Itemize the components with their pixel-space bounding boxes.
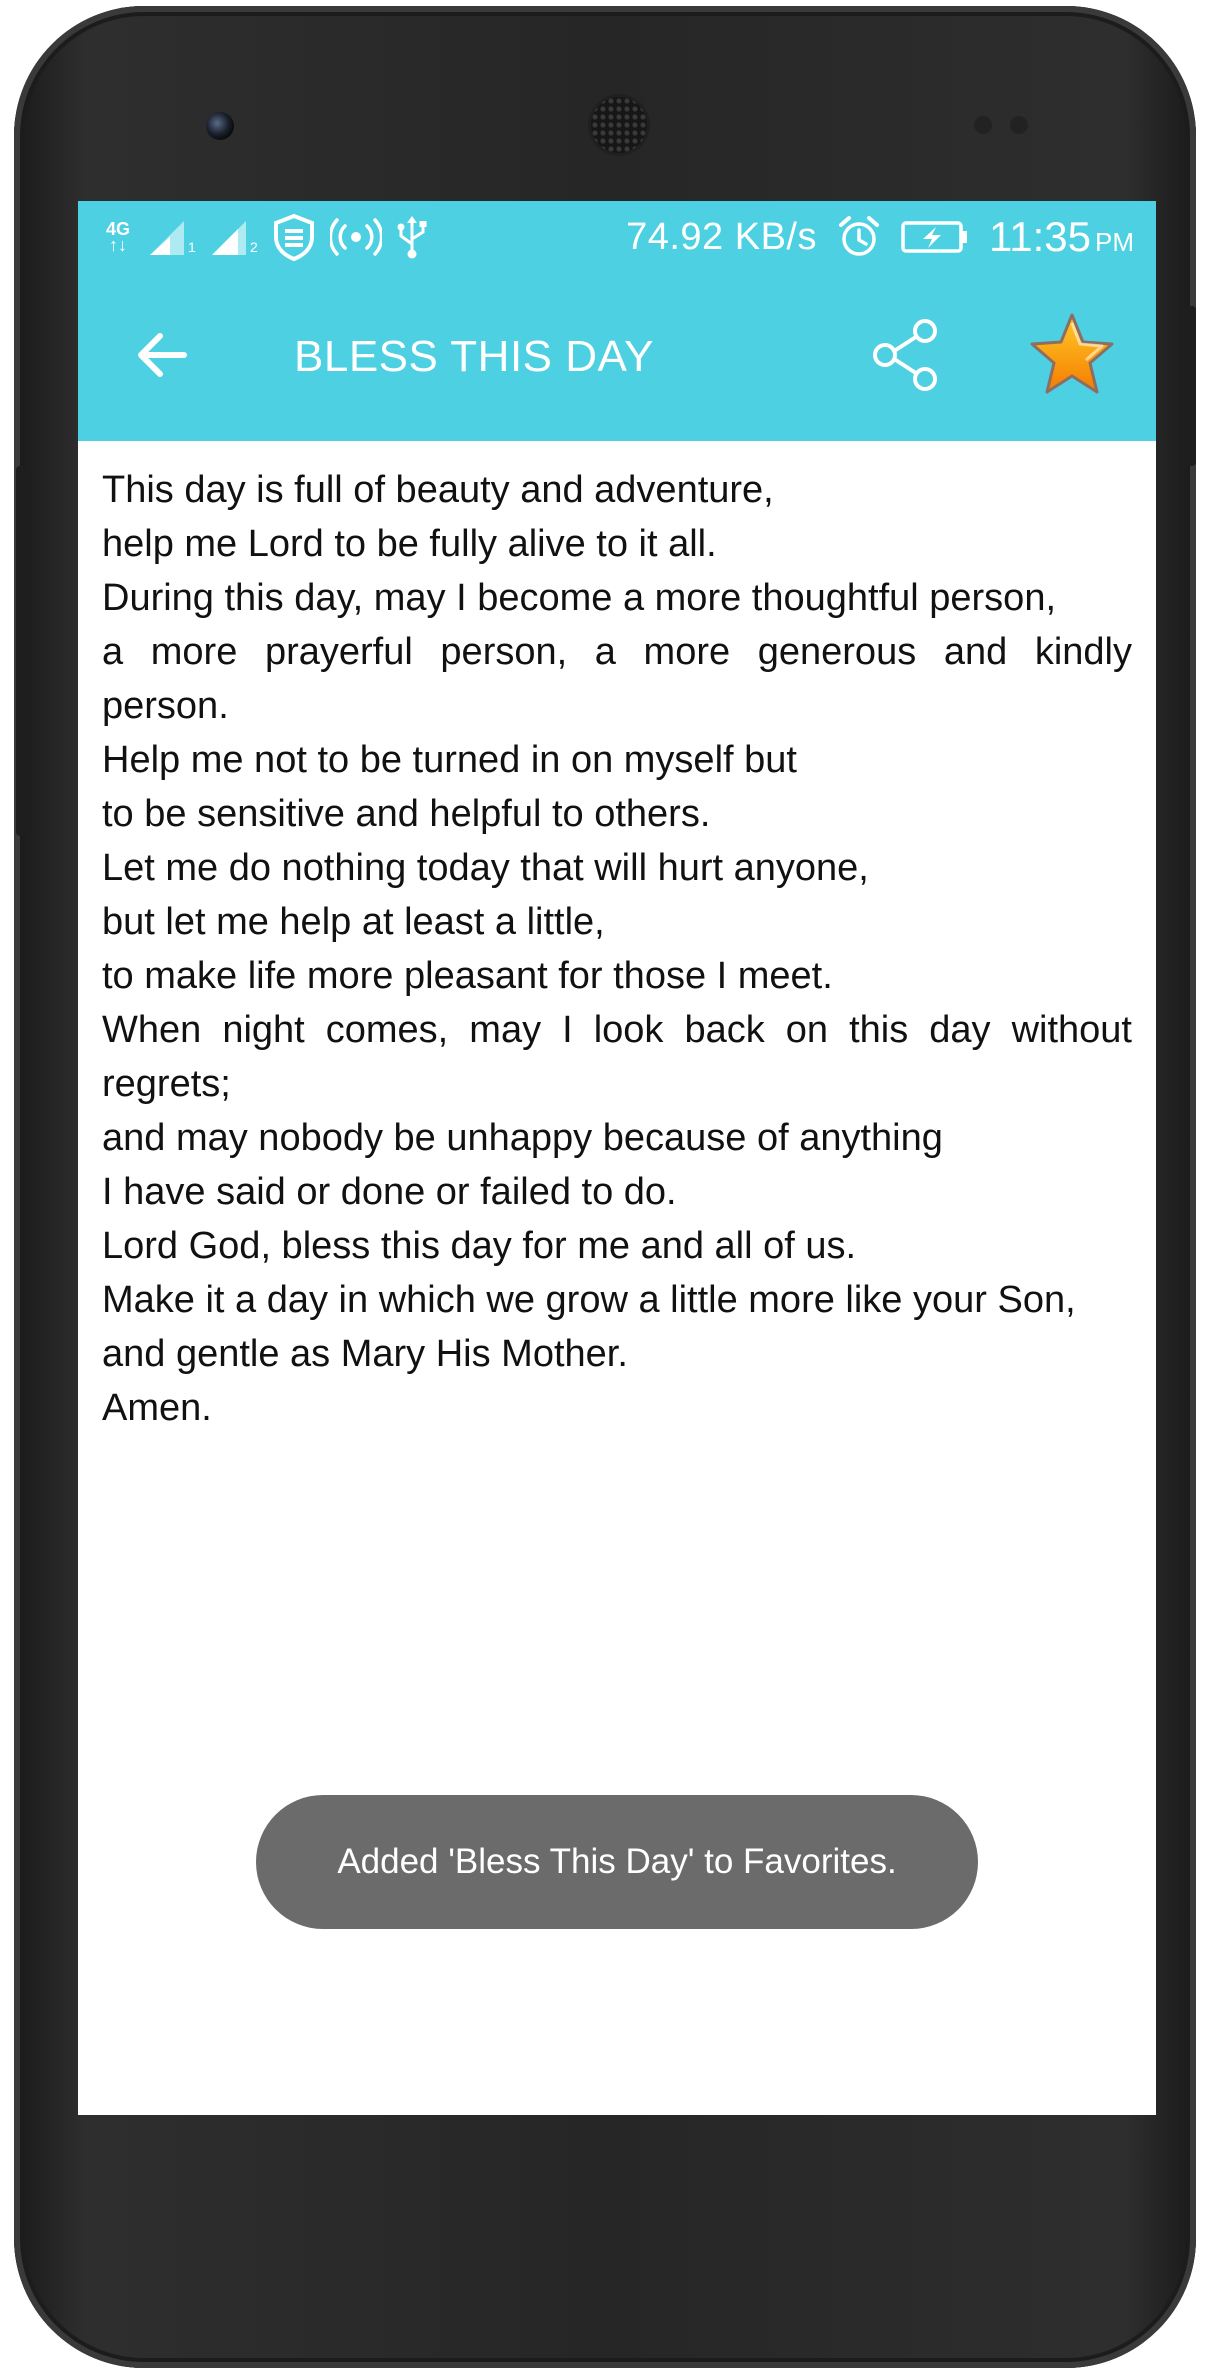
page-title: BLESS THIS DAY [294, 332, 654, 381]
front-camera [206, 112, 234, 140]
shield-icon [272, 213, 316, 261]
toast-message: Added 'Bless This Day' to Favorites. [337, 1842, 897, 1881]
prayer-line: During this day, may I become a more thoughtful person, [102, 577, 1057, 619]
prayer-line: Help me not to be turned in on myself but [102, 739, 797, 781]
prayer-text [102, 463, 1132, 1435]
favorites-toast [256, 1795, 978, 1929]
network-speed: 74.92 KB/s [626, 215, 817, 258]
sim1-label: 1 [188, 239, 196, 255]
hotspot-icon [330, 217, 382, 257]
prayer-line: Let me do nothing today that will hurt anyone, [102, 847, 869, 889]
alarm-icon [837, 215, 881, 259]
share-button[interactable] [868, 317, 944, 393]
signal-sim2-icon [210, 217, 258, 257]
clock [989, 213, 1134, 261]
prayer-line: help me Lord to be fully alive to it all. [102, 523, 717, 565]
back-button[interactable] [130, 323, 194, 387]
prayer-line: but let me help at least a little, [102, 901, 605, 943]
volume-button [16, 466, 30, 836]
network-type-label: 4G [105, 219, 130, 239]
clock-time: 11:35 [989, 213, 1091, 260]
star-icon [1026, 309, 1118, 401]
app-bar [78, 273, 1156, 441]
arrow-left-icon [130, 323, 194, 387]
usb-icon [396, 214, 428, 260]
prayer-line: This day is full of beauty and adventure, [102, 469, 774, 511]
status-left-group [102, 211, 428, 263]
prayer-line: a more prayerful person, a more generous and kindly person. [102, 631, 1132, 727]
earpiece-speaker [591, 97, 647, 153]
prayer-line: Amen. [102, 1387, 212, 1429]
favorite-button[interactable] [1026, 309, 1118, 401]
clock-ampm: PM [1095, 227, 1134, 257]
prayer-line: I have said or done or failed to do. [102, 1171, 677, 1213]
prayer-line: Make it a day in which we grow a little more like your Son, [102, 1279, 1076, 1321]
phone-frame [14, 6, 1196, 2368]
status-bar [78, 201, 1156, 273]
share-icon [868, 317, 944, 393]
prayer-line: to be sensitive and helpful to others. [102, 793, 711, 835]
data-arrows-label: ↑↓ [109, 235, 127, 255]
prayer-line: When night comes, may I look back on this day without regrets; [102, 1009, 1132, 1105]
prayer-line: and may nobody be unhappy because of anything [102, 1117, 943, 1159]
battery-charging-icon [901, 220, 969, 254]
prayer-line: and gentle as Mary His Mother. [102, 1333, 628, 1375]
prayer-line: to make life more pleasant for those I meet. [102, 955, 833, 997]
screen [78, 201, 1156, 2115]
network-type-indicator [102, 221, 134, 253]
signal-sim1-icon [148, 217, 196, 257]
proximity-sensor [974, 116, 992, 134]
sim2-label: 2 [250, 239, 258, 255]
light-sensor [1010, 116, 1028, 134]
prayer-line: Lord God, bless this day for me and all of us. [102, 1225, 857, 1267]
power-button [1182, 306, 1196, 466]
status-right-group [626, 209, 1134, 265]
